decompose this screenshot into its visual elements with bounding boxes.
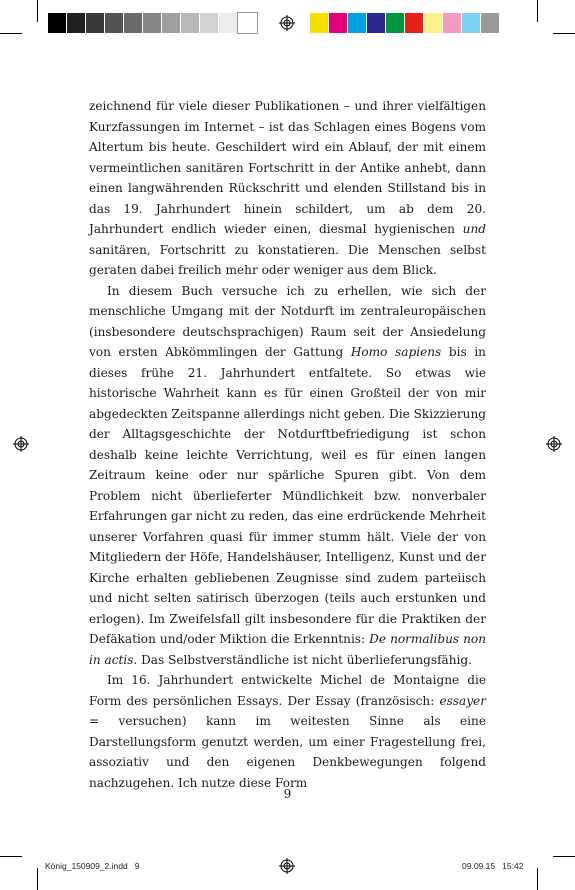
color-swatch [481, 13, 500, 33]
process-color-bar [310, 13, 500, 33]
page-number: 9 [283, 787, 292, 801]
color-swatch [329, 13, 348, 33]
color-swatch [67, 13, 86, 33]
paragraph: In diesem Buch versuche ich zu erhellen, wie sich der menschliche Umgang mit der Notdurft im zentraleuropäischen (insbesondere deutschsprachigen) Raum seit der Ansiedelung von ersten Abkömmlingen der Gattung Homo sapiens bis in dieses frühe 21. Jahrhundert entfaltete. So etwas wie historische Wahrheit kann es für einen Großteil der von mir abgedeckten Zeitspanne allerdings nicht geben. Die Skizzierung der Alltagsgeschichte der Notdurftbefriedigung ist schon deshalb keine leichte Verrichtung, weil es für einen langen Zeitraum keine oder nur spärliche Spuren gibt. Von dem Problem nicht überlieferter Mündlichkeit bzw. nonverbaler Erfahrungen gar nicht zu reden, das eine erdrückende Mehrheit unserer Vorfahren quasi für immer stumm hält. Viele der von Mitgliedern der Höfe, Handelshäuser, Intelligenz, Kunst und der Kirche erhalten gebliebenen Zeugnisse sind zudem parteiisch und nicht selten satirisch überzogen (teils auch erstunken und erlogen). Im Zweifelsfall gilt insbesondere für die Praktiken der Defäkation und/oder Miktion die Erkenntnis: De normalibus non in actis. Das Selbstverständliche ist nicht überlieferungsfähig. [89, 283, 486, 667]
color-swatch [200, 13, 219, 33]
crop-mark [553, 33, 575, 34]
color-swatch [424, 13, 443, 33]
color-swatch [143, 13, 162, 33]
crop-mark [537, 868, 538, 890]
slug-filename: König_150909_2.indd 9 [45, 861, 140, 871]
color-swatch [367, 13, 386, 33]
registration-mark-icon [279, 858, 295, 874]
slug-timestamp: 09.09.15 15:42 [462, 861, 524, 871]
crop-mark [537, 0, 538, 22]
crop-mark [37, 868, 38, 890]
color-swatch [124, 13, 143, 33]
color-swatch [86, 13, 105, 33]
color-swatch [48, 13, 67, 33]
registration-mark-icon [13, 436, 29, 452]
color-swatch [105, 13, 124, 33]
color-swatch [386, 13, 405, 33]
registration-mark-icon [546, 436, 562, 452]
color-swatch [310, 13, 329, 33]
color-swatch [162, 13, 181, 33]
emphasis: essayer [439, 693, 486, 708]
color-swatch [462, 13, 481, 33]
color-swatch [443, 13, 462, 33]
grayscale-color-bar [48, 13, 257, 33]
color-swatch [238, 13, 257, 33]
color-swatch [181, 13, 200, 33]
body-text [89, 96, 486, 793]
crop-mark [0, 856, 22, 857]
crop-mark [0, 33, 22, 34]
color-swatch [219, 13, 238, 33]
color-swatch [405, 13, 424, 33]
emphasis: und [462, 222, 486, 236]
crop-mark [37, 0, 38, 22]
emphasis: De normalibus non in actis [89, 632, 486, 667]
color-swatch [348, 13, 367, 33]
crop-mark [553, 856, 575, 857]
paragraph: Im 16. Jahrhundert entwickelte Michel de Montaigne die Form des persönlichen Essays. Der Essay (französisch: essayer = versuchen) kann im weitesten Sinne als eine Darstellungsform genutzt werden, um einer Fragestellung frei, assoziativ und den eigenen Denkbewegungen folgend nachzugehen. Ich nutze diese Form [89, 673, 486, 790]
paragraph: zeichnend für viele dieser Publikationen – und ihrer vielfältigen Kurzfassungen im Internet – ist das Schlagen eines Bogens vom Altertum bis heute. Geschildert wird ein Ablauf, der mit einem vermeintlichen sanitären Fortschritt in der Antike anhebt, dann einen langwährenden Rückschritt und elenden Stillstand bis in das 19. Jahrhundert hinein schildert, um ab dem 20. Jahrhundert endlich wieder einen, diesmal hygienischen und sanitären, Fortschritt zu konstatieren. Die Menschen selbst geraten dabei freilich mehr oder weniger aus dem Blick. [89, 99, 486, 277]
registration-mark-icon [279, 15, 295, 31]
emphasis: Homo sapiens [350, 345, 442, 359]
